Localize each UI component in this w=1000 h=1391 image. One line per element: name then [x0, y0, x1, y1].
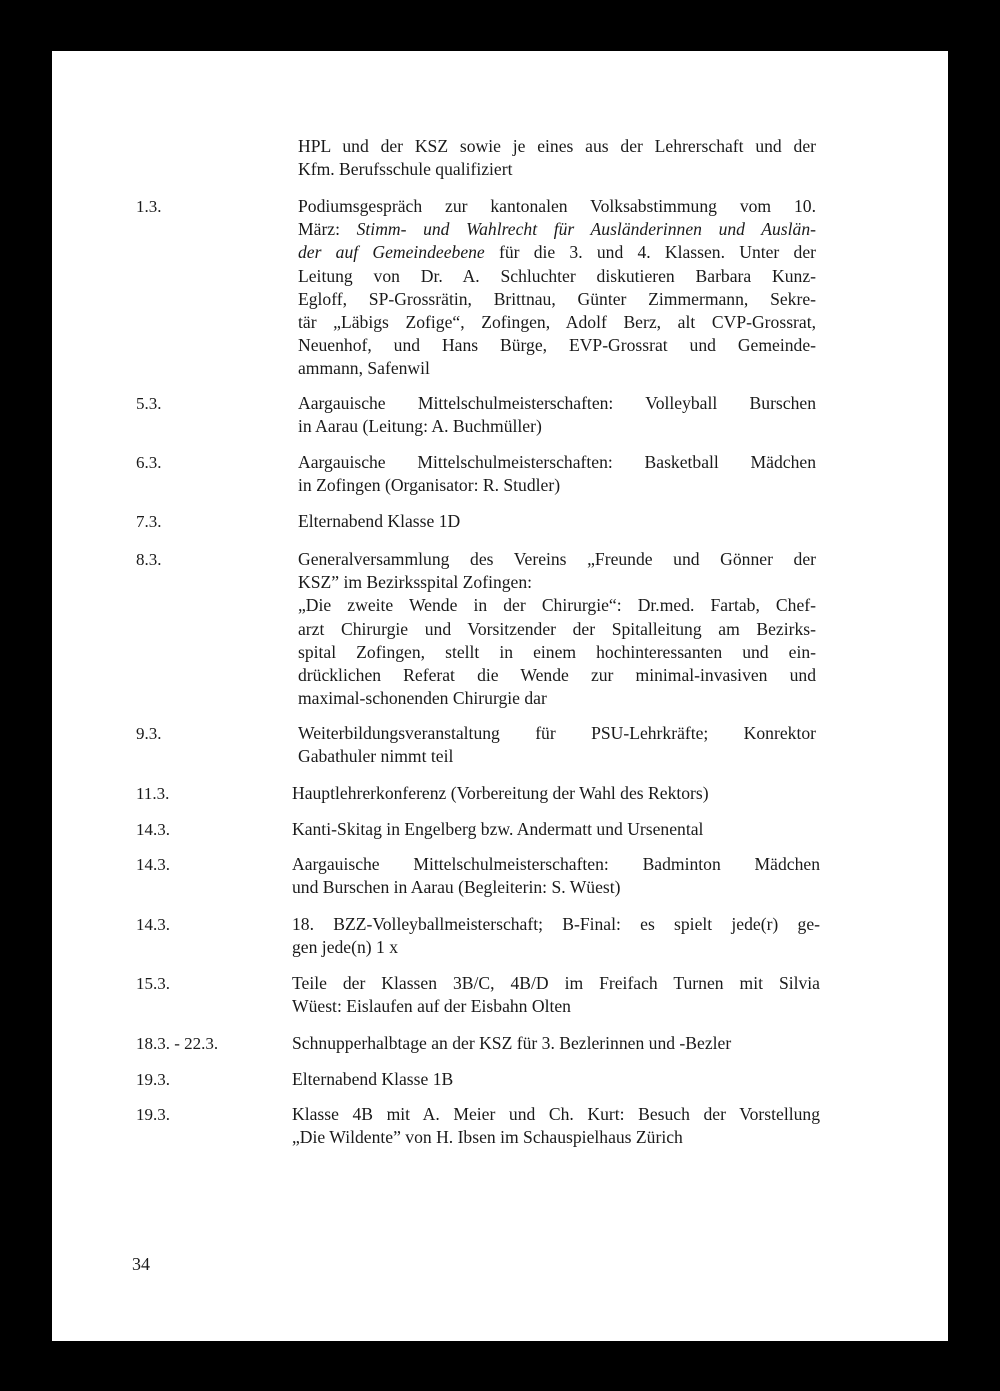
text-line: Gabathuler nimmt teil [298, 746, 454, 767]
text-line: Kanti-Skitag in Engelberg bzw. Andermatt und Ursenental [292, 819, 704, 839]
text-line: Elternabend Klasse 1B [292, 1069, 454, 1089]
text-line: arzt Chirurgie und Vorsitzender der Spitalleitung am Bezirks- [298, 618, 816, 639]
text-line: Egloff, SP-Grossrätin, Brittnau, Günter Zimmermann, Sekre- [298, 288, 816, 309]
text-line: ammann, Safenwil [298, 358, 430, 379]
text-run: März: [298, 219, 357, 240]
entry-date: 14.3. [136, 855, 170, 874]
entry-date: 7.3. [136, 512, 162, 531]
title-italic: der auf Gemeindeebene [298, 242, 485, 263]
text-line: Aargauische Mittelschulmeisterschaften: Volleyball Burschen [298, 393, 816, 413]
entry-date: 9.3. [136, 724, 162, 743]
text-line: Aargauische Mittelschulmeisterschaften: Badminton Mädchen [292, 854, 820, 874]
text-line: „Die Wildente” von H. Ibsen im Schauspielhaus Zürich [292, 1127, 683, 1148]
text-line: und Burschen in Aarau (Begleiterin: S. Wüest) [292, 877, 621, 898]
text-line: Podiumsgespräch zur kantonalen Volksabstimmung vom 10. [298, 196, 816, 216]
entry-date: 19.3. [136, 1070, 170, 1089]
entry-date: 18.3. - 22.3. [136, 1034, 219, 1053]
text-line: Generalversammlung des Vereins „Freunde und Gönner der [298, 549, 816, 569]
text-line: spital Zofingen, stellt in einem hochinteressanten und ein- [298, 641, 816, 662]
text-line: gen jede(n) 1 x [292, 937, 399, 958]
text-line: Klasse 4B mit A. Meier und Ch. Kurt: Besuch der Vorstellung [292, 1104, 820, 1124]
entry-date: 11.3. [136, 784, 170, 803]
entry-date: 6.3. [136, 453, 162, 472]
text-run: für die 3. und 4. Klassen. Unter der [484, 242, 816, 263]
text-line: drücklichen Referat die Wende zur minimal-invasiven und [298, 665, 816, 686]
entry-date: 15.3. [136, 974, 170, 993]
text-line: Neuenhof, und Hans Bürge, EVP-Grossrat und Gemeinde- [298, 335, 816, 356]
text-line [298, 241, 816, 264]
entry-date: 8.3. [136, 550, 162, 569]
entry-date: 14.3. [136, 915, 170, 934]
text-line: maximal-schonenden Chirurgie dar [298, 688, 547, 709]
document-page [52, 51, 948, 1341]
text-line: „Die zweite Wende in der Chirurgie“: Dr.med. Fartab, Chef- [298, 595, 816, 616]
text-line: Teile der Klassen 3B/C, 4B/D im Freifach Turnen mit Silvia [292, 973, 820, 993]
text-line: 18. BZZ-Volleyballmeisterschaft; B-Final: es spielt jede(r) ge- [292, 914, 820, 934]
text-line: Kfm. Berufsschule qualifiziert [298, 159, 513, 180]
text-line: Aargauische Mittelschulmeisterschaften: Basketball Mädchen [298, 452, 816, 472]
entry-date: 14.3. [136, 820, 170, 839]
text-line: tär „Läbigs Zofige“, Zofingen, Adolf Berz, alt CVP-Grossrat, [298, 312, 816, 333]
text-line: Schnupperhalbtage an der KSZ für 3. Bezlerinnen und -Bezler [292, 1033, 732, 1053]
text-line: Hauptlehrerkonferenz (Vorbereitung der Wahl des Rektors) [292, 783, 709, 803]
page-number: 34 [132, 1254, 150, 1274]
text-line: in Aarau (Leitung: A. Buchmüller) [298, 416, 542, 437]
entry-date: 5.3. [136, 394, 162, 413]
text-line [298, 218, 816, 241]
text-line: Elternabend Klasse 1D [298, 511, 461, 531]
text-line: Weiterbildungsveranstaltung für PSU-Lehrkräfte; Konrektor [298, 723, 816, 743]
entry-date: 1.3. [136, 197, 162, 216]
text-line: HPL und der KSZ sowie je eines aus der Lehrerschaft und der [298, 136, 816, 156]
entry-date: 19.3. [136, 1105, 170, 1124]
text-line: in Zofingen (Organisator: R. Studler) [298, 475, 561, 496]
text-line: KSZ” im Bezirksspital Zofingen: [298, 572, 533, 593]
text-line: Leitung von Dr. A. Schluchter diskutieren Barbara Kunz- [298, 265, 816, 286]
title-italic: Stimm- und Wahlrecht für Ausländerinnen und Auslän- [356, 219, 816, 240]
text-line: Wüest: Eislaufen auf der Eisbahn Olten [292, 996, 571, 1017]
